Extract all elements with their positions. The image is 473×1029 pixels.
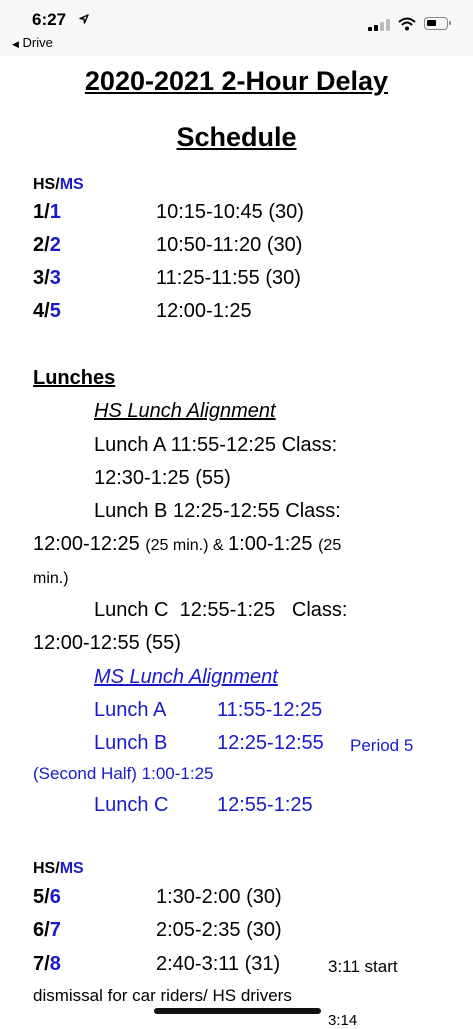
status-bar [0,0,473,56]
battery-icon [424,17,448,30]
hs-ms-header-1: HS/MS [33,176,84,193]
dismissal-line: dismissal for car riders/ HS drivers [33,986,292,1005]
ms-lunch-alignment-link[interactable]: MS Lunch Alignment [94,666,278,688]
document-title-line1: 2020-2021 2-Hour Delay [84,66,389,96]
document-title-line2: Schedule [176,122,297,152]
wifi-icon [398,17,416,31]
hs-lunch-a-line1: Lunch A 11:55-12:25 Class: [94,434,338,456]
back-triangle-icon: ◀ [12,39,19,49]
lunches-heading: Lunches [33,367,116,389]
hs-lunch-b-line3: min.) [33,570,69,587]
ms-lunch-b-line2: (Second Half) 1:00-1:25 [33,764,214,783]
back-to-drive-button[interactable] [12,35,53,50]
status-time: 6:27 [32,10,67,29]
cellular-signal-icon [368,19,392,31]
home-indicator[interactable] [154,1008,321,1014]
location-arrow-icon [79,14,89,24]
hs-lunch-c-line1: Lunch C 12:55-1:25 Class: [94,599,348,621]
hs-lunch-b-line2: 12:00-12:25 (25 min.) & 1:00-1:25 (25 [33,533,342,555]
cut-off-text: 3:14 [328,1012,358,1029]
hs-lunch-alignment-heading: HS Lunch Alignment [94,400,276,422]
hs-ms-header-2: HS/MS [33,860,84,877]
hs-lunch-c-line2: 12:00-12:55 (55) [33,632,181,654]
hs-lunch-a-line2: 12:30-1:25 (55) [94,467,231,489]
back-label: Drive [22,35,53,50]
hs-lunch-b-line1: Lunch B 12:25-12:55 Class: [94,500,341,522]
